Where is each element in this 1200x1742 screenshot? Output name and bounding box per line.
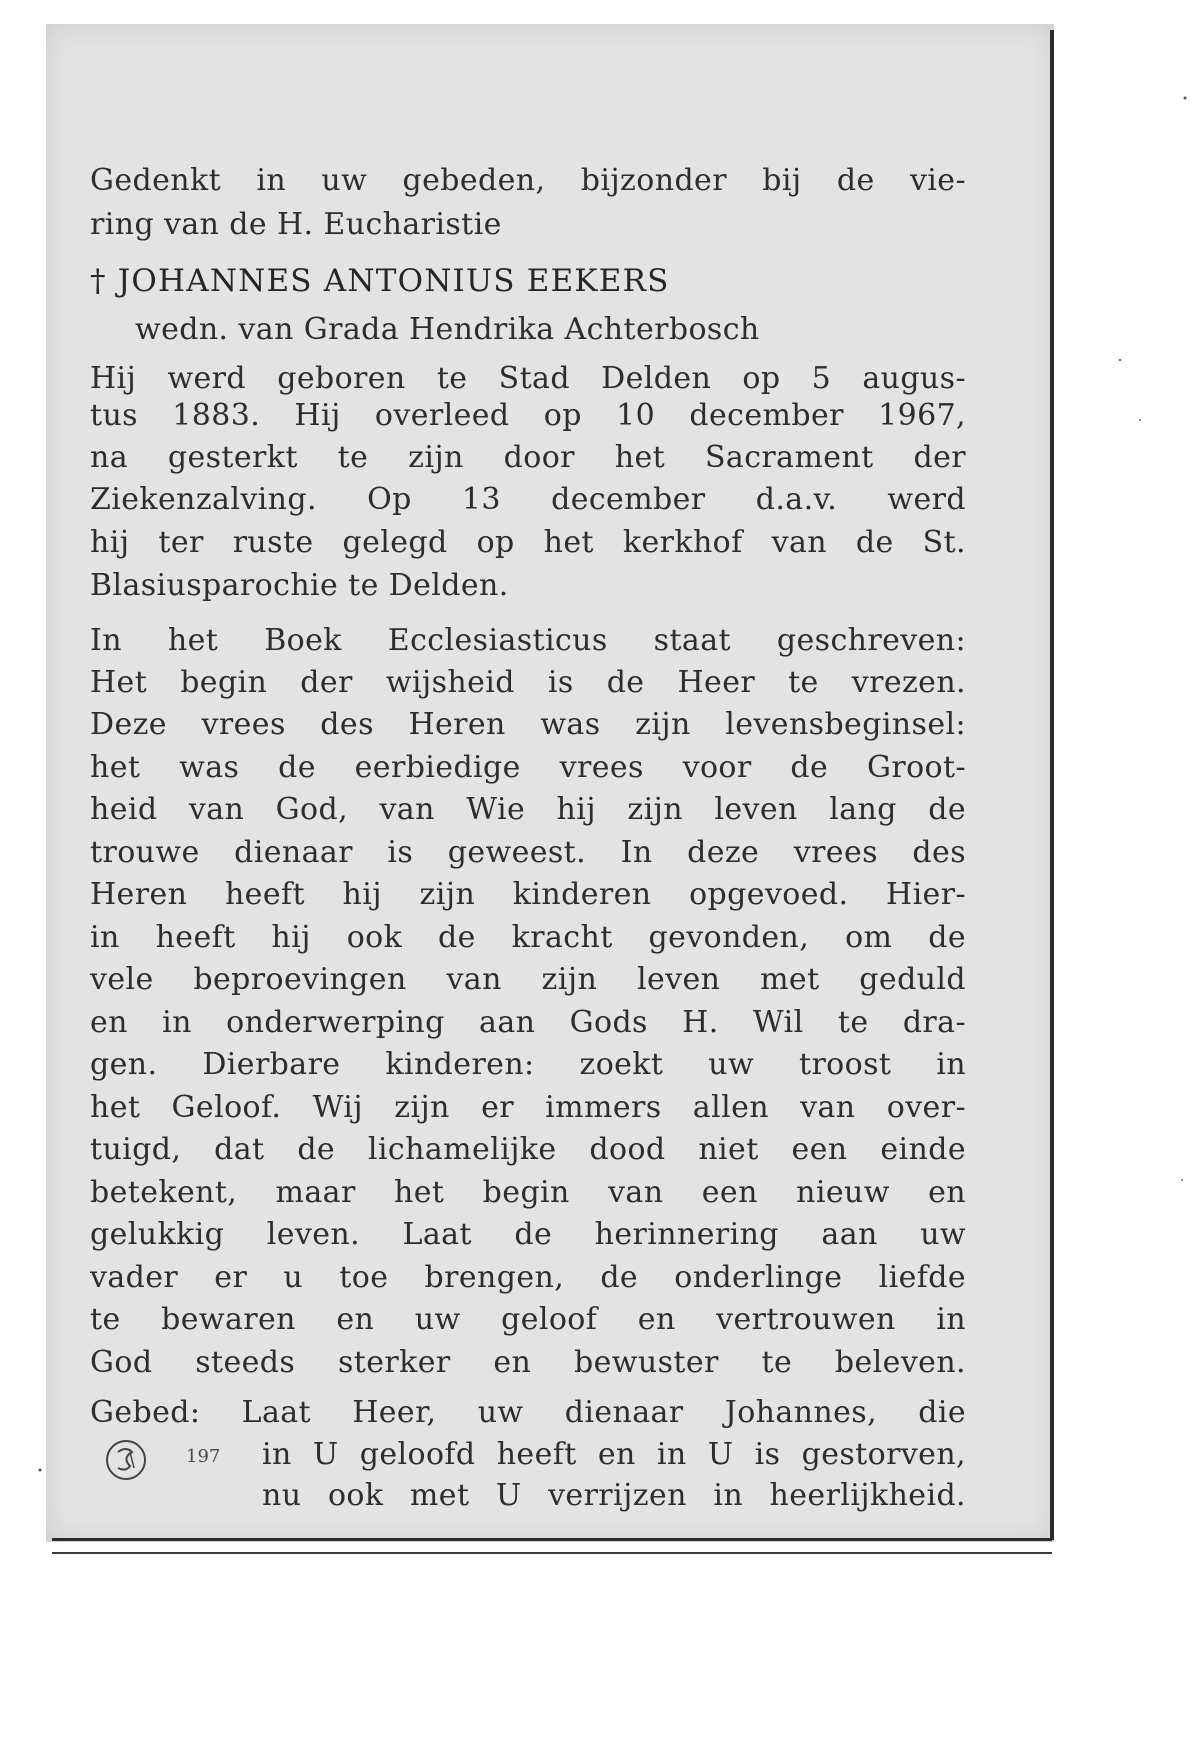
meditation-line: In het Boek Ecclesiasticus staat geschreven: xyxy=(90,623,966,658)
publisher-code: 197 xyxy=(186,1446,221,1467)
meditation-line: vader er u toe brengen, de onderlinge liefde xyxy=(90,1260,966,1295)
meditation-line: het was de eerbiedige vrees voor de Groot- xyxy=(90,750,966,785)
prayer-line: nu ook met U verrijzen in heerlijkheid. xyxy=(262,1478,966,1513)
meditation-line: God steeds sterker en bewuster te beleven. xyxy=(90,1345,966,1380)
meditation-line: vele beproevingen van zijn leven met geduld xyxy=(90,962,966,997)
prayer-line: Gebed: Laat Heer, uw dienaar Johannes, die xyxy=(90,1395,966,1430)
biography-line: tus 1883. Hij overleed op 10 december 1967, xyxy=(90,398,966,433)
meditation-line: trouwe dienaar is geweest. In deze vrees des xyxy=(90,835,966,870)
meditation-line: betekent, maar het begin van een nieuw en xyxy=(90,1175,966,1210)
meditation-line: en in onderwerping aan Gods H. Wil te dra- xyxy=(90,1005,966,1040)
biography-line: na gesterkt te zijn door het Sacrament der xyxy=(90,440,966,475)
biography-line: Blasiusparochie te Delden. xyxy=(90,568,509,603)
meditation-line: het Geloof. Wij zijn er immers allen van over- xyxy=(90,1090,966,1125)
meditation-line: gelukkig leven. Laat de herinnering aan uw xyxy=(90,1217,966,1252)
meditation-line: heid van God, van Wie hij zijn leven lang de xyxy=(90,792,966,827)
prayer-line: in U geloofd heeft en in U is gestorven, xyxy=(262,1437,966,1472)
spouse-line: wedn. van Grada Hendrika Achterbosch xyxy=(135,312,760,347)
biography-line: Hij werd geboren te Stad Delden op 5 augus- xyxy=(90,361,966,396)
meditation-line: gen. Dierbare kinderen: zoekt uw troost in xyxy=(90,1047,966,1082)
biography-line: Ziekenzalving. Op 13 december d.a.v. werd xyxy=(90,482,966,517)
meditation-line: Deze vrees des Heren was zijn levensbeginsel: xyxy=(90,707,966,742)
publisher-emblem-icon xyxy=(104,1438,148,1482)
biography-line: hij ter ruste gelegd op het kerkhof van de St. xyxy=(90,525,966,560)
deceased-name: † JOHANNES ANTONIUS EEKERS xyxy=(90,263,670,299)
meditation-line: te bewaren en uw geloof en vertrouwen in xyxy=(90,1302,966,1337)
meditation-line: in heeft hij ook de kracht gevonden, om de xyxy=(90,920,966,955)
intro-line: Gedenkt in uw gebeden, bijzonder bij de vie- xyxy=(90,163,966,198)
meditation-line: Heren heeft hij zijn kinderen opgevoed. Hier- xyxy=(90,877,966,912)
meditation-line: Het begin der wijsheid is de Heer te vrezen. xyxy=(90,665,966,700)
meditation-line: tuigd, dat de lichamelijke dood niet een einde xyxy=(90,1132,966,1167)
intro-line: ring van de H. Eucharistie xyxy=(90,207,502,242)
